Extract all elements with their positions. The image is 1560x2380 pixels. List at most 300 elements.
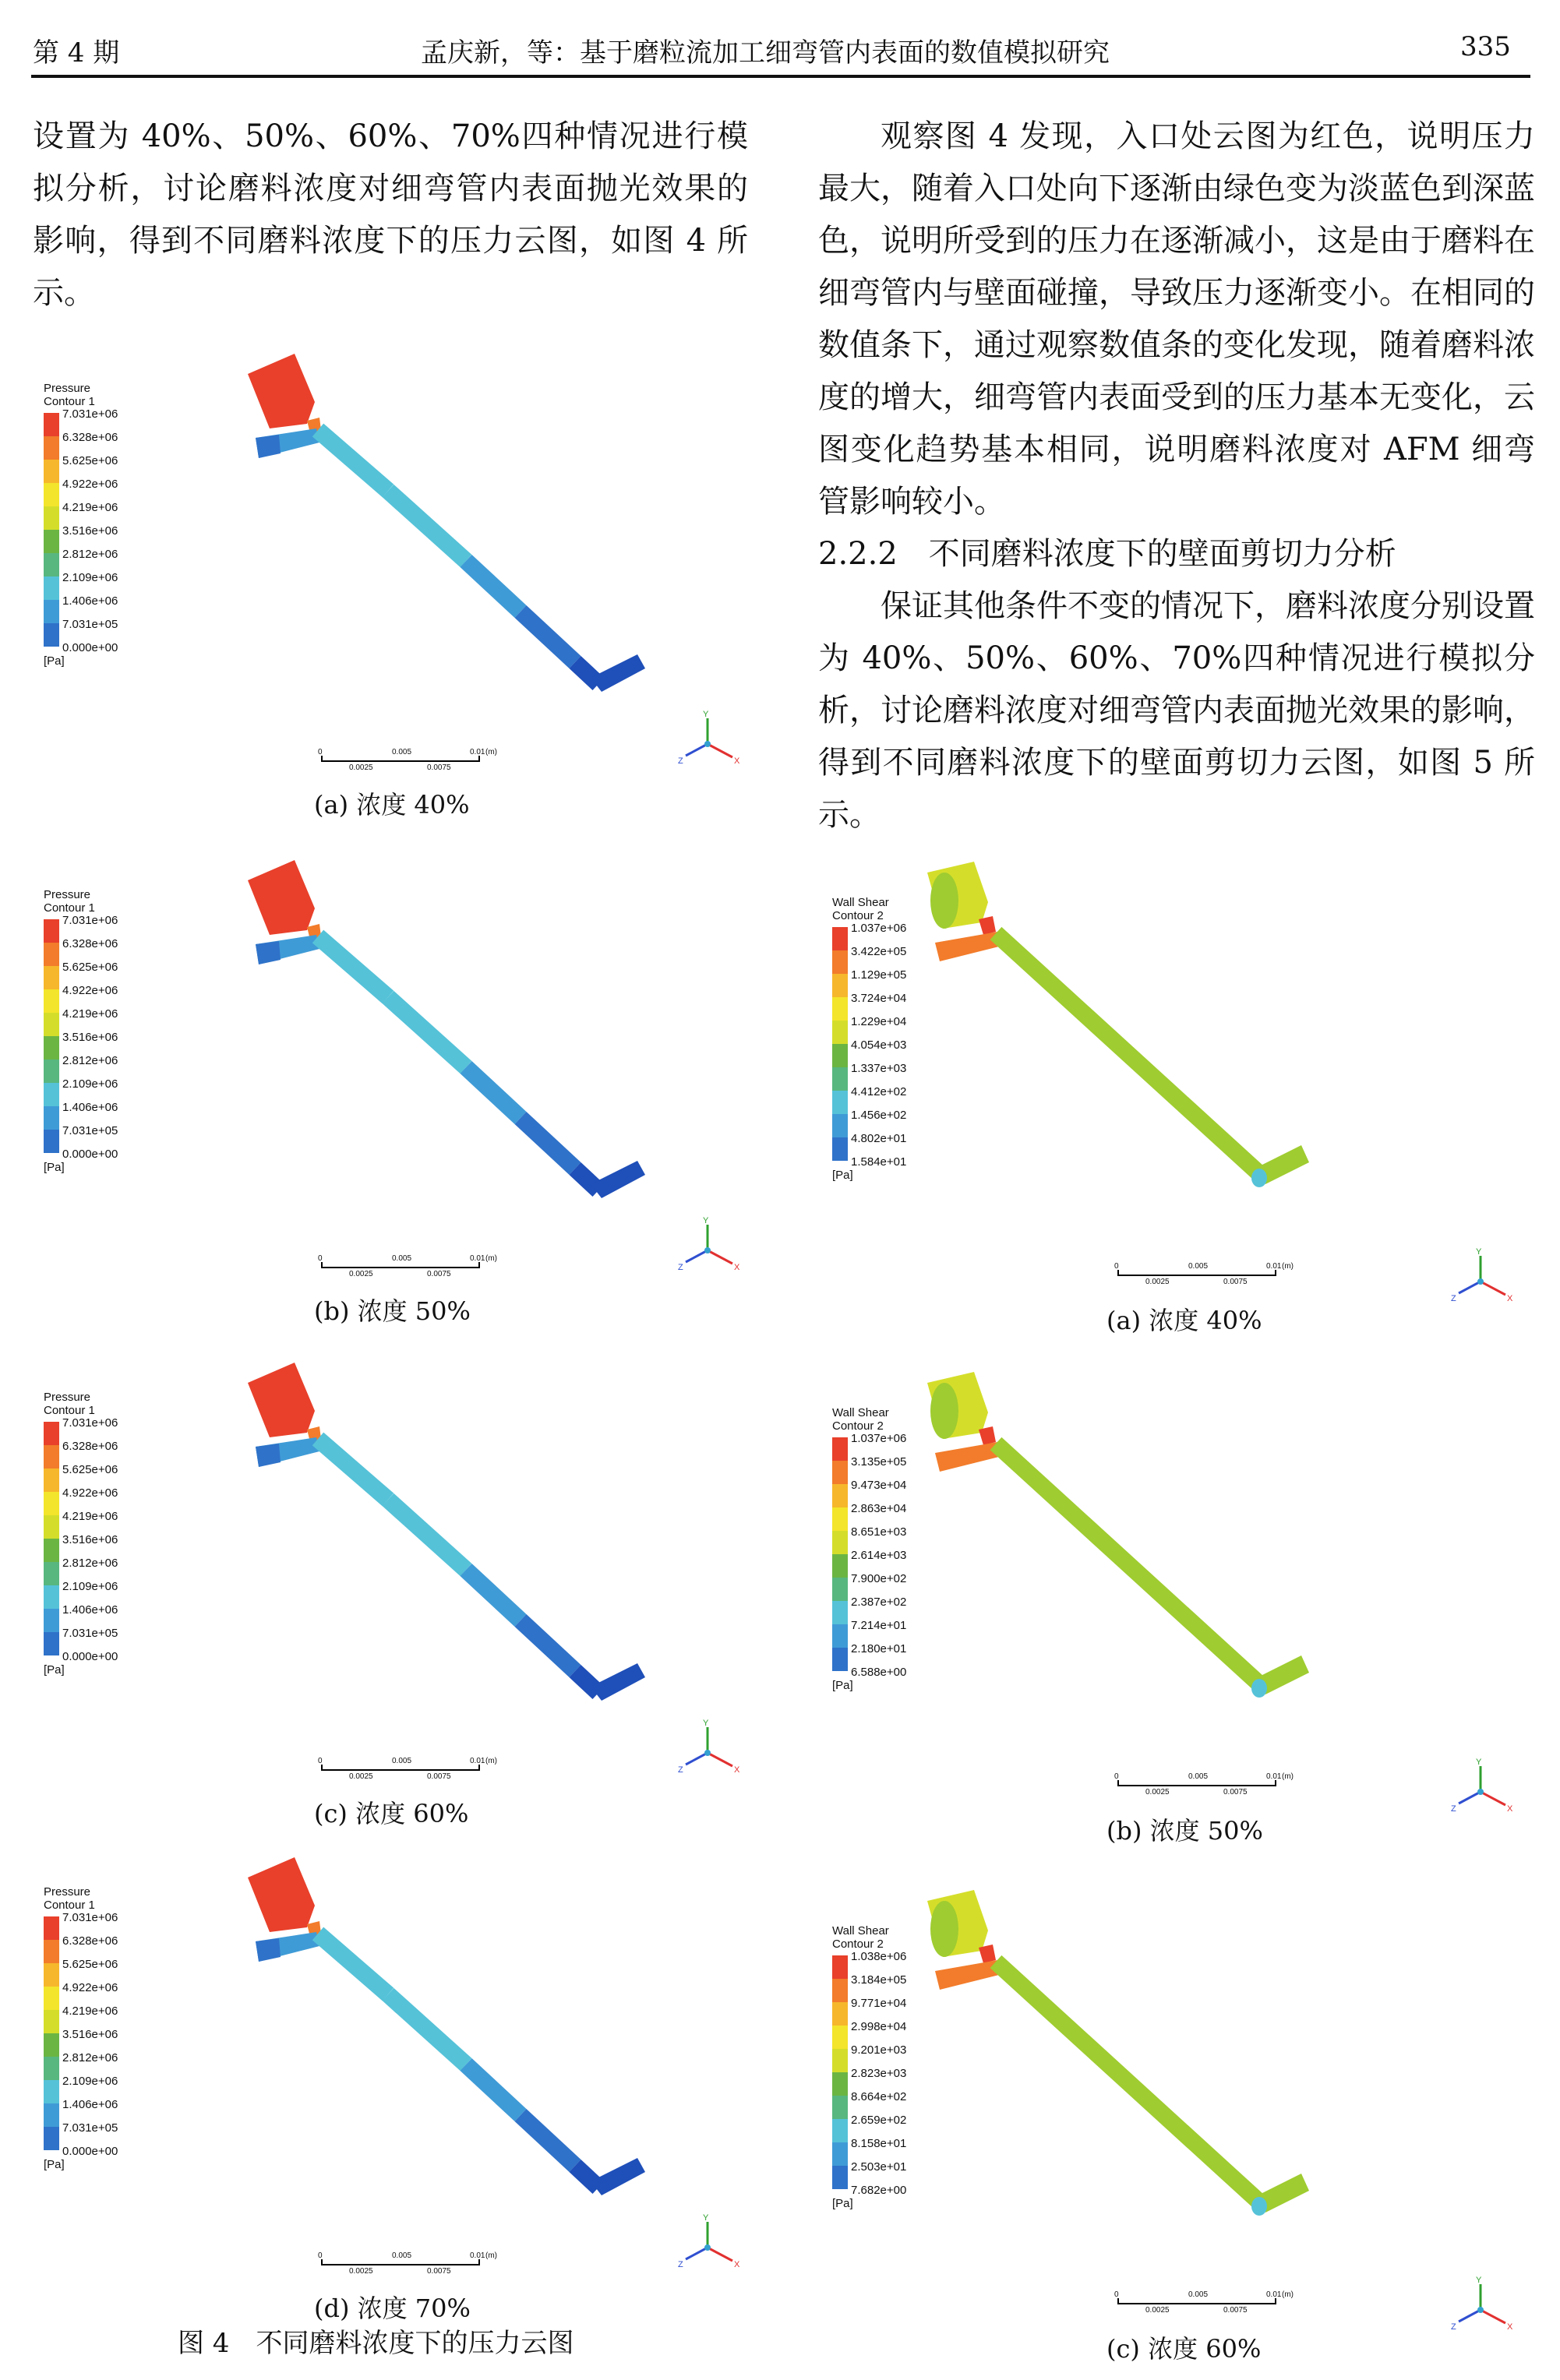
colorbar-tick-label: 1.406e+06 — [62, 2098, 118, 2111]
scale-bar-subtick: 0.0025 — [1145, 1278, 1170, 1286]
colorbar-segment — [44, 2057, 59, 2080]
y-axis-label: Y — [1476, 2276, 1482, 2285]
side-branch-end — [256, 941, 281, 964]
right-paragraph-1: 观察图 4 发现，入口处云图为红色，说明压力最大，随着入口处向下逐渐由绿色变为淡蓝色到深蓝色，说明所受到的压力在逐渐减小，这是由于磨料在细弯管内与壁面碰撞，导致压力逐渐变小。在相同的数值条下，通过观察数值条的变化发现，随着磨料浓度的增大，细弯管内表面受到的压力基本无变化，云图变化趋势基本相同，说明磨料浓度对 AFM 细弯管影响较小。 — [818, 118, 1535, 520]
triad-origin — [1477, 1789, 1484, 1795]
z-axis-label: Z — [678, 756, 683, 766]
colorbar-tick-label: 2.503e+01 — [851, 2160, 907, 2174]
colorbar-segment — [44, 1130, 59, 1153]
scale-bar — [318, 1254, 505, 1285]
scale-bar-subtick: 0.0025 — [1145, 2306, 1170, 2315]
z-axis-label: Z — [678, 1263, 683, 1272]
colorbar-tick-label: 6.328e+06 — [62, 937, 118, 950]
colorbar-tick-label: 2.863e+04 — [851, 1502, 907, 1515]
colorbar-segment — [832, 2002, 848, 2026]
colorbar-tick-label: 1.456e+02 — [851, 1109, 907, 1122]
side-branch-end — [256, 1938, 281, 1962]
colorbar-tick-label: 7.031e+05 — [62, 1627, 118, 1640]
figure-5a-panel — [826, 857, 1543, 1340]
colorbar-segment — [44, 1492, 59, 1515]
colorbar-segment — [44, 919, 59, 943]
contour-plot-area — [154, 1352, 700, 1710]
colorbar-tick-label: 1.229e+04 — [851, 1015, 907, 1028]
colorbar-tick-label: 1.038e+06 — [851, 1950, 907, 1963]
inlet-cone — [248, 860, 315, 935]
scale-bar-line — [321, 1765, 480, 1771]
colorbar — [44, 1916, 59, 2150]
colorbar-segment — [44, 1987, 59, 2010]
colorbar-tick-label: 6.328e+06 — [62, 431, 118, 444]
scale-bar-tick: 0 — [1114, 1262, 1119, 1271]
colorbar — [832, 1437, 848, 1671]
colorbar-segment — [832, 1531, 848, 1554]
left-column-text — [33, 111, 748, 319]
colorbar-unit: [Pa] — [832, 2197, 853, 2210]
colorbar-legend — [44, 1885, 153, 2181]
colorbar-tick-label: 4.219e+06 — [62, 1510, 118, 1523]
scale-bar-tick: (m) — [1282, 2290, 1294, 2299]
colorbar-tick-label: 2.998e+04 — [851, 2020, 907, 2033]
colorbar-tick-label: 3.516e+06 — [62, 1533, 118, 1546]
colorbar-tick-label: 1.406e+06 — [62, 1603, 118, 1617]
z-axis-label: Z — [678, 2260, 683, 2269]
colorbar-tick-label: 9.201e+03 — [851, 2043, 907, 2057]
z-axis-arrow — [686, 744, 708, 756]
triad-origin — [704, 1247, 711, 1253]
colorbar-tick-label: 2.823e+03 — [851, 2067, 907, 2080]
scale-bar-tick: (m) — [485, 2251, 497, 2260]
right-paragraph-2: 保证其他条件不变的情况下，磨料浓度分别设置为 40%、50%、60%、70%四种情况进行模拟分析，讨论磨料浓度对细弯管内表面抛光效果的影响，得到不同磨料浓度下的壁面剪切力云图，如图 5 所示。 — [818, 588, 1535, 833]
panel-caption: (a) 浓度 40% — [314, 790, 470, 820]
colorbar-segment — [44, 1013, 59, 1036]
colorbar-tick-label: 2.109e+06 — [62, 2075, 118, 2088]
colorbar — [44, 1422, 59, 1655]
tube-main — [996, 1444, 1262, 1687]
legend-title: Pressure — [44, 1391, 91, 1404]
side-branch — [935, 932, 1002, 961]
colorbar-segment — [832, 927, 848, 950]
x-axis-label: X — [1507, 1294, 1513, 1303]
figure-5c-panel — [826, 1885, 1543, 2368]
panel-caption: (c) 浓度 60% — [1106, 2334, 1262, 2364]
colorbar-tick-label: 4.922e+06 — [62, 984, 118, 997]
colorbar-segment — [44, 943, 59, 966]
figure-4a-panel — [37, 343, 754, 826]
colorbar-segment — [44, 460, 59, 483]
colorbar-segment — [832, 2166, 848, 2189]
tube-segment — [318, 1439, 388, 1500]
panel-caption: (c) 浓度 60% — [314, 1799, 469, 1828]
colorbar-tick-label: 3.135e+05 — [851, 1455, 907, 1469]
colorbar-segment — [44, 1916, 59, 1940]
scale-bar — [318, 748, 505, 779]
colorbar-segment — [44, 413, 59, 436]
axis-triad — [676, 709, 746, 771]
axis-triad — [676, 1215, 746, 1278]
colorbar-tick-label: 2.812e+06 — [62, 1054, 118, 1067]
colorbar-segment — [44, 623, 59, 647]
colorbar — [44, 919, 59, 1153]
figure-5b-panel — [826, 1367, 1543, 1850]
axis-triad-svg — [676, 1215, 746, 1278]
colorbar-segment — [832, 1437, 848, 1461]
scale-bar-tick: 0.01 — [1266, 1772, 1282, 1781]
colorbar-unit: [Pa] — [44, 654, 65, 668]
colorbar-segment — [832, 1021, 848, 1044]
page-number: 335 — [1460, 31, 1511, 62]
axis-triad — [1449, 2275, 1519, 2337]
colorbar-tick-label: 1.037e+06 — [851, 922, 907, 935]
colorbar-tick-label: 9.473e+04 — [851, 1479, 907, 1492]
colorbar-segment — [832, 1601, 848, 1624]
colorbar-legend — [44, 382, 153, 678]
outlet-face — [1251, 1169, 1267, 1187]
colorbar-legend — [832, 1924, 941, 2220]
colorbar-tick-label: 4.922e+06 — [62, 1981, 118, 1994]
scale-bar-line — [321, 756, 480, 762]
axis-triad — [676, 2213, 746, 2275]
colorbar-unit: [Pa] — [832, 1679, 853, 1692]
colorbar-tick-label: 6.328e+06 — [62, 1934, 118, 1948]
scale-bar-tick: 0.01 — [470, 748, 485, 756]
x-axis-arrow — [708, 1753, 732, 1766]
y-axis-label: Y — [703, 1719, 709, 1728]
colorbar-segment — [44, 1515, 59, 1539]
colorbar-tick-label: 2.109e+06 — [62, 1580, 118, 1593]
colorbar-tick-label: 4.219e+06 — [62, 2004, 118, 2018]
tube-segment — [318, 936, 388, 997]
colorbar-segment — [44, 966, 59, 989]
colorbar-tick-label: 2.812e+06 — [62, 1557, 118, 1570]
tube-segment — [521, 612, 575, 662]
colorbar-tick-label: 5.625e+06 — [62, 1463, 118, 1476]
inlet-cone — [248, 1857, 315, 1932]
x-axis-arrow — [1481, 1282, 1505, 1295]
x-axis-label: X — [734, 1765, 740, 1775]
colorbar-tick-label: 5.625e+06 — [62, 1958, 118, 1971]
axis-triad-svg — [676, 2213, 746, 2275]
tube-segment — [466, 1067, 521, 1118]
colorbar-tick-label: 7.031e+06 — [62, 1416, 118, 1430]
scale-bar-tick: (m) — [485, 1757, 497, 1765]
colorbar-tick-label: 1.037e+06 — [851, 1432, 907, 1445]
figure-4d-panel — [37, 1846, 754, 2323]
scale-bar-tick: 0.01 — [1266, 2290, 1282, 2299]
inlet-neck — [979, 916, 996, 935]
colorbar-segment — [832, 2119, 848, 2142]
scale-bar-tick: 0.005 — [1188, 1772, 1209, 1781]
legend-subtitle: Contour 1 — [44, 1899, 95, 1912]
colorbar-tick-label: 7.900e+02 — [851, 1572, 907, 1585]
tube-segment — [466, 1570, 521, 1620]
side-branch — [935, 1960, 1002, 1990]
contour-plot-area — [154, 849, 700, 1208]
colorbar-segment — [44, 1940, 59, 1963]
axis-triad — [676, 1718, 746, 1780]
colorbar-segment — [832, 1461, 848, 1484]
colorbar-segment — [832, 1091, 848, 1114]
side-branch-end — [256, 435, 281, 458]
colorbar-tick-label: 9.771e+04 — [851, 1997, 907, 2010]
colorbar-tick-label: 1.406e+06 — [62, 594, 118, 608]
colorbar-tick-label: 0.000e+00 — [62, 1650, 118, 1663]
scale-bar-subtick: 0.0075 — [427, 1772, 451, 1781]
colorbar — [44, 413, 59, 647]
colorbar-segment — [832, 1554, 848, 1578]
colorbar-segment — [44, 1963, 59, 1987]
colorbar-tick-label: 2.180e+01 — [851, 1642, 907, 1655]
tube-main — [996, 1962, 1262, 2205]
scale-bar-tick: 0 — [318, 1254, 323, 1263]
scale-bar-subtick: 0.0025 — [349, 2267, 373, 2276]
colorbar-segment — [832, 2072, 848, 2096]
colorbar-tick-label: 6.328e+06 — [62, 1440, 118, 1453]
triad-origin — [704, 2244, 711, 2251]
tube-segment — [388, 1994, 466, 2064]
colorbar-tick-label: 3.184e+05 — [851, 1973, 907, 1987]
colorbar-tick-label: 5.625e+06 — [62, 961, 118, 974]
colorbar-tick-label: 2.659e+02 — [851, 2114, 907, 2127]
colorbar-segment — [44, 1106, 59, 1130]
z-axis-label: Z — [1451, 2322, 1456, 2332]
legend-title: Pressure — [44, 888, 91, 901]
scale-bar — [1114, 1262, 1301, 1293]
scale-bar-tick: 0.005 — [392, 1757, 412, 1765]
tube-segment — [466, 561, 521, 612]
contour-plot-area — [154, 343, 700, 701]
colorbar-segment — [44, 1539, 59, 1562]
scale-bar-subtick: 0.0075 — [427, 763, 451, 772]
scale-bar — [318, 1757, 505, 1788]
z-axis-label: Z — [678, 1765, 683, 1775]
header-rule — [31, 75, 1530, 78]
colorbar-segment — [44, 576, 59, 600]
legend-title: Pressure — [44, 1885, 91, 1899]
colorbar-tick-label: 5.625e+06 — [62, 454, 118, 467]
colorbar-segment — [832, 1648, 848, 1671]
triad-origin — [704, 1750, 711, 1756]
colorbar-segment — [44, 1562, 59, 1585]
colorbar-tick-label: 2.387e+02 — [851, 1595, 907, 1609]
colorbar-tick-label: 2.812e+06 — [62, 548, 118, 561]
legend-title: Pressure — [44, 382, 91, 395]
scale-bar-subtick: 0.0075 — [427, 2267, 451, 2276]
tube-segment — [388, 1500, 466, 1570]
x-axis-arrow — [708, 2248, 732, 2261]
tube-main — [996, 933, 1262, 1176]
tube-segment — [388, 491, 466, 561]
axis-triad-svg — [676, 1718, 746, 1780]
triad-origin — [1477, 1278, 1484, 1285]
x-axis-label: X — [1507, 1804, 1513, 1814]
colorbar-segment — [44, 1632, 59, 1655]
colorbar-tick-label: 7.031e+06 — [62, 914, 118, 927]
scale-bar-subtick: 0.0075 — [1223, 1788, 1248, 1796]
colorbar-segment — [44, 989, 59, 1013]
colorbar-tick-label: 7.031e+05 — [62, 618, 118, 631]
colorbar-segment — [832, 1137, 848, 1161]
scale-bar-line — [1117, 1780, 1276, 1786]
colorbar-segment — [44, 1036, 59, 1060]
z-axis-arrow — [1459, 1792, 1481, 1804]
colorbar-tick-label: 4.219e+06 — [62, 1007, 118, 1021]
scale-bar-subtick: 0.0025 — [349, 1772, 373, 1781]
running-title: 孟庆新，等：基于磨粒流加工细弯管内表面的数值模拟研究 — [421, 37, 1110, 69]
scale-bar-line — [1117, 1270, 1276, 1276]
x-axis-label: X — [734, 2260, 740, 2269]
colorbar-segment — [832, 1484, 848, 1507]
colorbar-segment — [44, 1585, 59, 1609]
scale-bar-tick: 0.01 — [1266, 1262, 1282, 1271]
colorbar-tick-label: 7.214e+01 — [851, 1619, 907, 1632]
section-heading: 2.2.2 不同磨料浓度下的壁面剪切力分析 — [818, 536, 1396, 572]
right-column-text — [818, 111, 1535, 841]
colorbar-segment — [832, 2142, 848, 2166]
y-axis-label: Y — [703, 2213, 709, 2223]
colorbar-unit: [Pa] — [44, 1663, 65, 1677]
x-axis-label: X — [734, 756, 740, 766]
colorbar-segment — [832, 1067, 848, 1091]
scale-bar-tick: (m) — [485, 748, 497, 756]
colorbar-segment — [44, 1469, 59, 1492]
colorbar-segment — [44, 553, 59, 576]
contour-plot-area — [154, 1846, 700, 2205]
legend-subtitle: Contour 2 — [832, 1937, 884, 1951]
figure-4c-panel — [37, 1352, 754, 1835]
scale-bar — [1114, 1772, 1301, 1804]
panel-caption: (d) 浓度 70% — [314, 2294, 471, 2323]
x-axis-arrow — [708, 1250, 732, 1264]
colorbar-tick-label: 7.031e+06 — [62, 407, 118, 421]
scale-bar-tick: 0 — [1114, 1772, 1119, 1781]
colorbar-tick-label: 4.922e+06 — [62, 478, 118, 491]
scale-bar-subtick: 0.0025 — [349, 1270, 373, 1278]
colorbar-tick-label: 2.109e+06 — [62, 571, 118, 584]
colorbar-legend — [832, 1406, 941, 1702]
x-axis-arrow — [1481, 1792, 1505, 1805]
colorbar-tick-label: 1.129e+05 — [851, 968, 907, 982]
colorbar-tick-label: 3.516e+06 — [62, 524, 118, 538]
y-axis-label: Y — [703, 1216, 709, 1225]
scale-bar — [318, 2251, 505, 2283]
colorbar-tick-label: 2.812e+06 — [62, 2051, 118, 2064]
colorbar-tick-label: 3.516e+06 — [62, 1031, 118, 1044]
scale-bar-tick: 0.005 — [392, 2251, 412, 2260]
legend-subtitle: Contour 1 — [44, 1404, 95, 1417]
colorbar-tick-label: 8.158e+01 — [851, 2137, 907, 2150]
scale-bar-line — [1117, 2298, 1276, 2304]
colorbar-segment — [44, 2127, 59, 2150]
colorbar-segment — [44, 506, 59, 530]
colorbar-tick-label: 4.802e+01 — [851, 1132, 907, 1145]
colorbar-tick-label: 7.031e+05 — [62, 1124, 118, 1137]
scale-bar — [1114, 2290, 1301, 2322]
colorbar-tick-label: 2.109e+06 — [62, 1077, 118, 1091]
colorbar-segment — [832, 1955, 848, 1979]
axis-triad — [1449, 1757, 1519, 1819]
colorbar-legend — [832, 896, 941, 1192]
colorbar-segment — [44, 483, 59, 506]
legend-subtitle: Contour 2 — [832, 1419, 884, 1433]
scale-bar-tick: (m) — [1282, 1262, 1294, 1271]
colorbar-segment — [832, 1507, 848, 1531]
scale-bar-tick: 0 — [318, 748, 323, 756]
colorbar-tick-label: 4.054e+03 — [851, 1038, 907, 1052]
triad-origin — [1477, 2307, 1484, 2313]
colorbar-tick-label: 3.422e+05 — [851, 945, 907, 958]
x-axis-arrow — [1481, 2310, 1505, 2323]
figure-4b-panel — [37, 849, 754, 1332]
colorbar-tick-label: 4.922e+06 — [62, 1486, 118, 1500]
legend-subtitle: Contour 1 — [44, 395, 95, 408]
colorbar-tick-label: 3.724e+04 — [851, 992, 907, 1005]
colorbar-segment — [44, 530, 59, 553]
colorbar-tick-label: 0.000e+00 — [62, 1148, 118, 1161]
legend-title: Wall Shear — [832, 1406, 889, 1419]
colorbar-tick-label: 6.588e+00 — [851, 1666, 907, 1679]
scale-bar-tick: 0 — [318, 1757, 323, 1765]
scale-bar-tick: 0 — [1114, 2290, 1119, 2299]
scale-bar-tick: 0.005 — [1188, 1262, 1209, 1271]
x-axis-label: X — [1507, 2322, 1513, 2332]
colorbar-segment — [44, 2080, 59, 2103]
side-branch-end — [256, 1444, 281, 1467]
colorbar-segment — [832, 2049, 848, 2072]
colorbar-tick-label: 8.664e+02 — [851, 2090, 907, 2103]
z-axis-label: Z — [1451, 1294, 1456, 1303]
y-axis-label: Y — [1476, 1758, 1482, 1767]
legend-title: Wall Shear — [832, 896, 889, 909]
colorbar-tick-label: 0.000e+00 — [62, 2145, 118, 2158]
colorbar-segment — [44, 1083, 59, 1106]
scale-bar-subtick: 0.0075 — [427, 1270, 451, 1278]
x-axis-label: X — [734, 1263, 740, 1272]
z-axis-arrow — [1459, 1282, 1481, 1293]
colorbar-tick-label: 2.614e+03 — [851, 1549, 907, 1562]
scale-bar-tick: 0.01 — [470, 2251, 485, 2260]
tube-segment — [388, 997, 466, 1067]
colorbar-tick-label: 8.651e+03 — [851, 1525, 907, 1539]
axis-triad — [1449, 1246, 1519, 1309]
left-paragraph: 设置为 40%、50%、60%、70%四种情况进行模拟分析，讨论磨料浓度对细弯管内表面抛光效果的影响，得到不同磨料浓度下的压力云图，如图 4 所示。 — [33, 118, 748, 311]
legend-subtitle: Contour 1 — [44, 901, 95, 915]
colorbar-segment — [44, 1422, 59, 1445]
inlet-neck — [979, 1945, 996, 1963]
x-axis-arrow — [708, 744, 732, 757]
z-axis-arrow — [686, 1250, 708, 1262]
colorbar-segment — [44, 1609, 59, 1632]
colorbar-tick-label: 4.219e+06 — [62, 501, 118, 514]
tube-segment — [318, 430, 388, 491]
colorbar-segment — [832, 1979, 848, 2002]
colorbar-tick-label: 7.682e+00 — [851, 2184, 907, 2197]
scale-bar-tick: 0.005 — [1188, 2290, 1209, 2299]
colorbar-segment — [832, 1044, 848, 1067]
colorbar-tick-label: 1.406e+06 — [62, 1101, 118, 1114]
colorbar-segment — [44, 2103, 59, 2127]
scale-bar-subtick: 0.0075 — [1223, 2306, 1248, 2315]
colorbar-segment — [44, 2010, 59, 2033]
inlet-cone — [248, 354, 315, 428]
inlet-neck — [979, 1426, 996, 1445]
colorbar-segment — [832, 2096, 848, 2119]
colorbar-segment — [832, 1114, 848, 1137]
colorbar-segment — [832, 1578, 848, 1601]
colorbar-legend — [44, 888, 153, 1184]
colorbar-tick-label: 7.031e+06 — [62, 1911, 118, 1924]
legend-subtitle: Contour 2 — [832, 909, 884, 922]
colorbar-tick-label: 0.000e+00 — [62, 641, 118, 654]
